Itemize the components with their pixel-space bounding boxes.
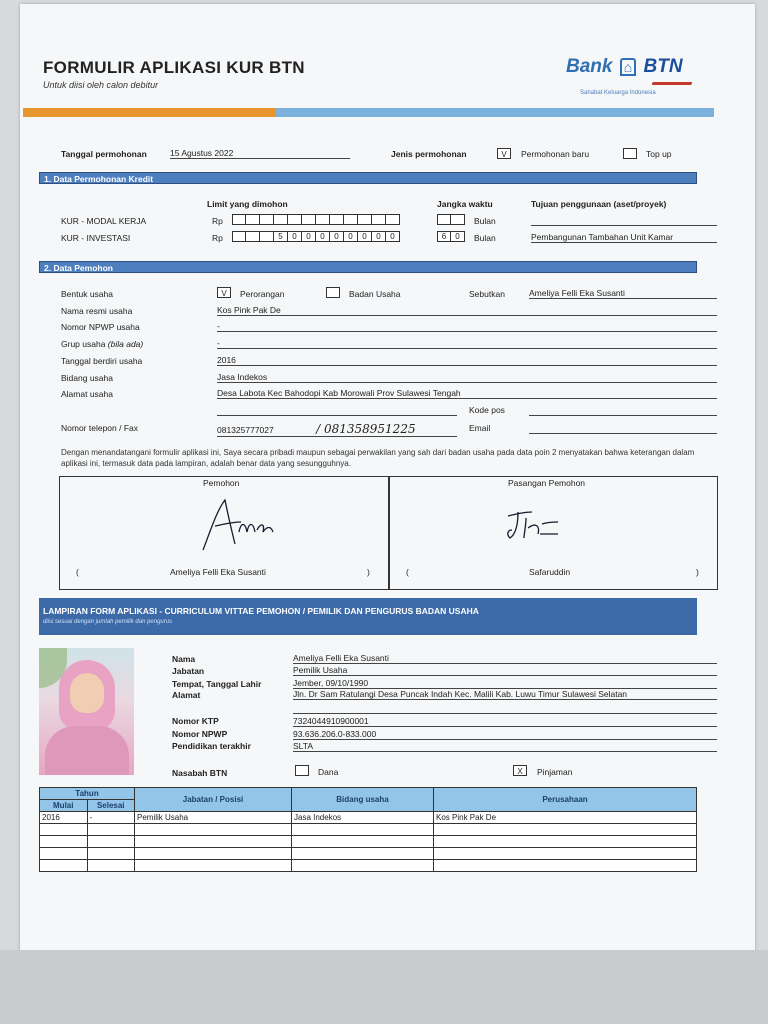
digit-box[interactable]: 0: [358, 231, 372, 242]
spouse-signature: [502, 504, 562, 544]
table-row: [40, 812, 697, 824]
digit-box[interactable]: [232, 214, 246, 225]
section2-header: 2. Data Pemohon: [39, 261, 697, 273]
digit-box[interactable]: [358, 214, 372, 225]
table-row: [40, 824, 697, 836]
digit-box[interactable]: [232, 231, 246, 242]
cv-npwp-label: Nomor NPWP: [172, 729, 228, 739]
start-header: Mulai: [40, 800, 88, 812]
email-field[interactable]: [529, 422, 717, 434]
field-cell[interactable]: [292, 836, 434, 848]
cv-address-second-line[interactable]: [293, 713, 717, 714]
spouse-open-paren: (: [406, 567, 409, 577]
entity-label: Badan Usaha: [349, 289, 401, 299]
business-address-field[interactable]: Desa Labota Kec Bahodopi Kab Morowali Prov Sulawesi Tengah: [217, 388, 717, 399]
company-cell[interactable]: Kos Pink Pak De: [434, 812, 697, 824]
cv-education-field[interactable]: SLTA: [293, 741, 717, 752]
topup-checkbox[interactable]: [623, 148, 637, 159]
applicant-open-paren: (: [76, 567, 79, 577]
btn-logo: [566, 56, 683, 78]
founded-field[interactable]: 2016: [217, 355, 717, 366]
digit-box[interactable]: 6: [437, 231, 451, 242]
cv-birth-field[interactable]: Jember, 09/10/1990: [293, 678, 717, 689]
individual-label: Perorangan: [240, 289, 285, 299]
digit-box[interactable]: 0: [344, 231, 358, 242]
phone-field[interactable]: [217, 422, 457, 437]
customer-label: Nasabah BTN: [172, 768, 228, 778]
fund-label: Dana: [318, 767, 339, 777]
business-address-label: Alamat usaha: [61, 389, 113, 399]
digit-box[interactable]: [437, 214, 451, 225]
term-unit-label: Bulan: [474, 216, 496, 226]
cv-npwp-field[interactable]: 93.636.206.0-833.000: [293, 729, 717, 740]
fund-checkbox[interactable]: [295, 765, 309, 776]
individual-checkbox[interactable]: V: [217, 287, 231, 298]
mention-label: Sebutkan: [469, 289, 505, 299]
logo-btn-text: BTN: [643, 56, 683, 77]
entity-checkbox[interactable]: [326, 287, 340, 298]
cv-education-label: Pendidikan terakhir: [172, 741, 251, 751]
digit-box[interactable]: [260, 214, 274, 225]
photo-face: [70, 673, 104, 713]
cv-note: diisi sesuai dengan jumlah pemilik dan pengurus: [43, 619, 173, 625]
rp-label: Rp: [212, 216, 223, 226]
end-cell[interactable]: [87, 848, 135, 860]
form-title: FORMULIR APLIKASI KUR BTN: [43, 58, 305, 77]
field-cell[interactable]: [292, 860, 434, 872]
company-cell[interactable]: [434, 848, 697, 860]
start-cell[interactable]: [40, 848, 88, 860]
cv-birth-label: Tempat, Tanggal Lahir: [172, 679, 262, 689]
digit-box[interactable]: [246, 231, 260, 242]
section1-header: 1. Data Permohonan Kredit: [39, 172, 697, 184]
business-field-field[interactable]: Jasa Indekos: [217, 372, 717, 383]
loan-checkbox[interactable]: X: [513, 765, 527, 776]
cv-name-label: Nama: [172, 654, 196, 664]
phone-label: Nomor telepon / Fax: [61, 423, 139, 433]
investment-term-boxes[interactable]: [437, 231, 465, 242]
house-icon: ⌂: [620, 58, 636, 76]
postal-field[interactable]: [529, 404, 717, 416]
term-column-header: Jangka waktu: [437, 199, 493, 209]
end-header: Selesai: [87, 800, 135, 812]
business-name-label: Nama resmi usaha: [61, 306, 133, 316]
digit-box[interactable]: 5: [274, 231, 288, 242]
cv-address-field[interactable]: Jln. Dr Sam Ratulangi Desa Puncak Indah Kec. Malili Kab. Luwu Timur Sulawesi Selatan: [293, 689, 717, 700]
digit-box[interactable]: 0: [288, 231, 302, 242]
digit-box[interactable]: 0: [316, 231, 330, 242]
field-header: Bidang usaha: [292, 788, 434, 812]
founded-label: Tanggal berdiri usaha: [61, 356, 143, 366]
start-cell[interactable]: [40, 860, 88, 872]
digit-box[interactable]: 0: [302, 231, 316, 242]
logo-bank-text: Bank: [566, 56, 613, 77]
digit-box[interactable]: [372, 214, 386, 225]
field-cell[interactable]: Jasa Indekos: [292, 812, 434, 824]
digit-box[interactable]: 0: [372, 231, 386, 242]
business-group-note: (bila ada): [107, 339, 144, 349]
request-date-label: Tanggal permohonan: [61, 149, 147, 159]
digit-box[interactable]: [386, 214, 400, 225]
business-group-label: [61, 339, 143, 349]
digit-box[interactable]: [246, 214, 260, 225]
spouse-close-paren: ): [696, 567, 699, 577]
kur-investment-label: KUR - INVESTASI: [61, 233, 131, 243]
kur-working-capital-label: KUR - MODAL KERJA: [61, 216, 147, 226]
year-header: Tahun: [40, 788, 135, 800]
table-row: [40, 836, 697, 848]
new-request-checkbox[interactable]: V: [497, 148, 511, 159]
postal-label: Kode pos: [469, 405, 505, 415]
address-second-line[interactable]: [217, 415, 457, 416]
spouse-title: Pasangan Pemohon: [508, 478, 586, 488]
applicant-name: Ameliya Felli Eka Susanti: [170, 567, 266, 577]
mention-field[interactable]: Ameliya Felli Eka Susanti: [529, 288, 717, 299]
business-group-field[interactable]: -: [217, 338, 717, 349]
business-npwp-field[interactable]: -: [217, 321, 717, 332]
cv-header: [39, 598, 697, 635]
position-cell[interactable]: [135, 824, 292, 836]
business-npwp-label: Nomor NPWP usaha: [61, 322, 140, 332]
digit-box[interactable]: [288, 214, 302, 225]
company-header: Perusahaan: [434, 788, 697, 812]
applicant-title: Pemohon: [203, 478, 240, 488]
position-cell[interactable]: [135, 860, 292, 872]
scanner-background: [0, 950, 768, 1024]
applicant-photo: [39, 648, 134, 775]
digit-box[interactable]: [274, 214, 288, 225]
end-cell[interactable]: -: [87, 812, 135, 824]
phone-value: 081325777027: [217, 425, 274, 435]
working-capital-purpose-field[interactable]: [531, 214, 717, 226]
spouse-name: Safaruddin: [529, 567, 571, 577]
business-field-label: Bidang usaha: [61, 373, 113, 383]
fax-handwritten: / 081358951225: [316, 422, 416, 436]
position-cell[interactable]: [135, 848, 292, 860]
position-header: Jabatan / Posisi: [135, 788, 292, 812]
digit-box[interactable]: 0: [386, 231, 400, 242]
digit-box[interactable]: [451, 214, 465, 225]
cv-position-field[interactable]: Pemilik Usaha: [293, 665, 717, 676]
request-date-field[interactable]: 15 Agustus 2022: [170, 148, 350, 159]
purpose-column-header: Tujuan penggunaan (aset/proyek): [531, 199, 667, 209]
investment-purpose-field[interactable]: Pembangunan Tambahan Unit Kamar: [531, 232, 717, 243]
request-type-label: Jenis permohonan: [391, 149, 467, 159]
digit-box[interactable]: [330, 214, 344, 225]
end-cell[interactable]: [87, 860, 135, 872]
field-cell[interactable]: [292, 824, 434, 836]
logo-tagline: Sahabat Keluarga Indonesia: [580, 90, 656, 96]
table-row: [40, 848, 697, 860]
declaration-text: Dengan menandatangani formulir aplikasi ini, Saya secara pribadi maupun sebagai perwakilan yang sah dari badan usaha pada data poin 2 menyatakan bahwa keterangan dalam aplikasi ini, termasuk data pada lampiran, adalah benar data yang sesungguhnya.: [61, 448, 695, 468]
company-cell[interactable]: [434, 824, 697, 836]
company-cell[interactable]: [434, 860, 697, 872]
end-cell[interactable]: [87, 836, 135, 848]
digit-box[interactable]: [302, 214, 316, 225]
cv-title: LAMPIRAN FORM APLIKASI - CURRICULUM VITTAE PEMOHON / PEMILIK DAN PENGURUS BADAN USAHA: [43, 606, 479, 616]
photo-body: [45, 726, 129, 775]
topup-label: Top up: [646, 149, 672, 159]
end-cell[interactable]: [87, 824, 135, 836]
new-request-label: Permohonan baru: [521, 149, 590, 159]
header-bar-blue: [276, 108, 714, 117]
loan-label: Pinjaman: [537, 767, 573, 777]
cv-ktp-field[interactable]: 7324044910900001: [293, 716, 717, 727]
start-cell[interactable]: [40, 824, 88, 836]
working-capital-term-boxes[interactable]: [437, 214, 465, 225]
digit-box[interactable]: [344, 214, 358, 225]
form-subtitle: Untuk diisi oleh calon debitur: [43, 80, 159, 90]
digit-box[interactable]: 0: [330, 231, 344, 242]
digit-box[interactable]: [260, 231, 274, 242]
company-cell[interactable]: [434, 836, 697, 848]
applicant-close-paren: ): [367, 567, 370, 577]
digit-box[interactable]: [316, 214, 330, 225]
investment-amount-boxes[interactable]: [232, 231, 400, 242]
business-name-field[interactable]: Kos Pink Pak De: [217, 305, 717, 316]
table-header-row: [40, 788, 697, 800]
applicant-signature: [195, 492, 285, 554]
term-unit-label: Bulan: [474, 233, 496, 243]
logo-swoosh: [651, 82, 692, 85]
position-cell[interactable]: [135, 836, 292, 848]
cv-ktp-label: Nomor KTP: [172, 716, 219, 726]
email-label: Email: [469, 423, 491, 433]
header-bar-orange: [23, 108, 276, 117]
business-group-label-text: Grup usaha: [61, 339, 106, 349]
position-cell[interactable]: Pemilik Usaha: [135, 812, 292, 824]
cv-position-label: Jabatan: [172, 666, 205, 676]
work-history-table: [39, 787, 697, 872]
cv-name-field[interactable]: Ameliya Felli Eka Susanti: [293, 653, 717, 664]
limit-column-header: Limit yang dimohon: [207, 199, 288, 209]
rp-label: Rp: [212, 233, 223, 243]
cv-address-label: Alamat: [172, 690, 201, 700]
start-cell[interactable]: [40, 836, 88, 848]
table-row: [40, 860, 697, 872]
working-capital-amount-boxes[interactable]: [232, 214, 400, 225]
field-cell[interactable]: [292, 848, 434, 860]
start-cell[interactable]: 2016: [40, 812, 88, 824]
business-form-label: Bentuk usaha: [61, 289, 113, 299]
digit-box[interactable]: 0: [451, 231, 465, 242]
